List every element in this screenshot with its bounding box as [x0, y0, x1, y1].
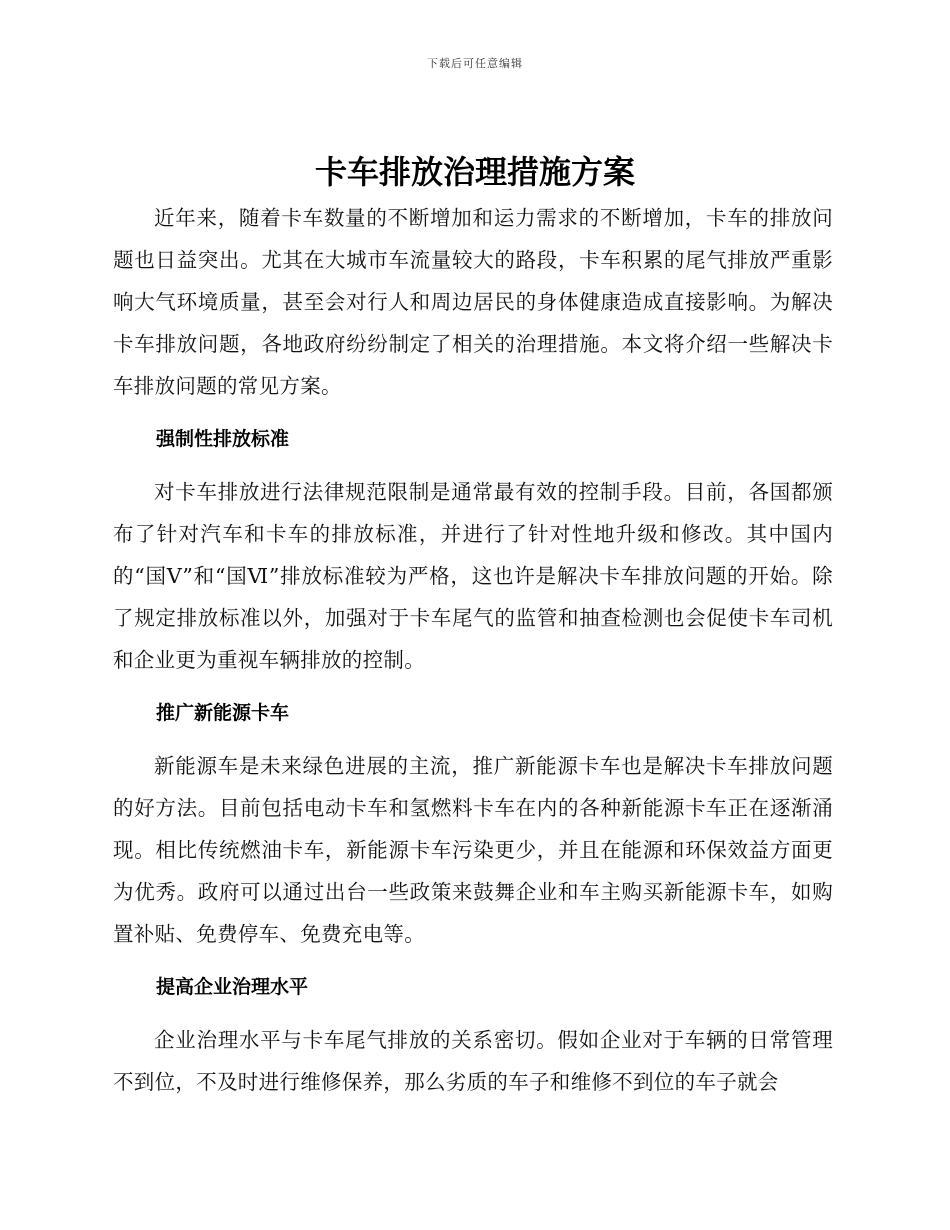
document-body	[113, 197, 833, 1103]
section-heading-enterprise-governance: 提高企业治理水平	[156, 976, 309, 998]
section-heading-emission-standards: 强制性排放标准	[156, 428, 290, 450]
intro-paragraph: 近年来，随着卡车数量的不断增加和运力需求的不断增加，卡车的排放问题也日益突出。尤其在大城市车流量较大的路段，卡车积累的尾气排放严重影响大气环境质量，甚至会对行人和周边居民的身体健康造成直接影响。为解决卡车排放问题，各地政府纷纷制定了相关的治理措施。本文将介绍一些解决卡车排放问题的常见方案。	[113, 206, 833, 398]
section-paragraph-emission-standards: 对卡车排放进行法律规范限制是通常最有效的控制手段。目前，各国都颁布了针对汽车和卡车的排放标准，并进行了针对性地升级和修改。其中国内的“国Ⅴ”和“国Ⅵ”排放标准较为严格，这也许是解决卡车排放问题的开始。除了规定排放标准以外，加强对于卡车尾气的监管和抽查检测也会促使卡车司机和企业更为重视车辆排放的控制。	[113, 480, 833, 672]
section-heading-new-energy-trucks: 推广新能源卡车	[156, 702, 290, 724]
document-title: 卡车排放治理措施方案	[314, 153, 635, 191]
section-paragraph-enterprise-governance: 企业治理水平与卡车尾气排放的关系密切。假如企业对于车辆的日常管理不到位，不及时进行维修保养，那么劣质的车子和维修不到位的车子就会	[113, 1028, 833, 1094]
section-paragraph-new-energy-trucks: 新能源车是未来绿色进展的主流，推广新能源卡车也是解决卡车排放问题的好方法。目前包括电动卡车和氢燃料卡车在内的各种新能源卡车正在逐渐涌现。相比传统燃油卡车，新能源卡车污染更少，并且在能源和环保效益方面更为优秀。政府可以通过出台一些政策来鼓舞企业和车主购买新能源卡车，如购置补贴、免费停车、免费充电等。	[113, 754, 833, 946]
page-header: 下载后可任意编辑	[427, 57, 523, 70]
